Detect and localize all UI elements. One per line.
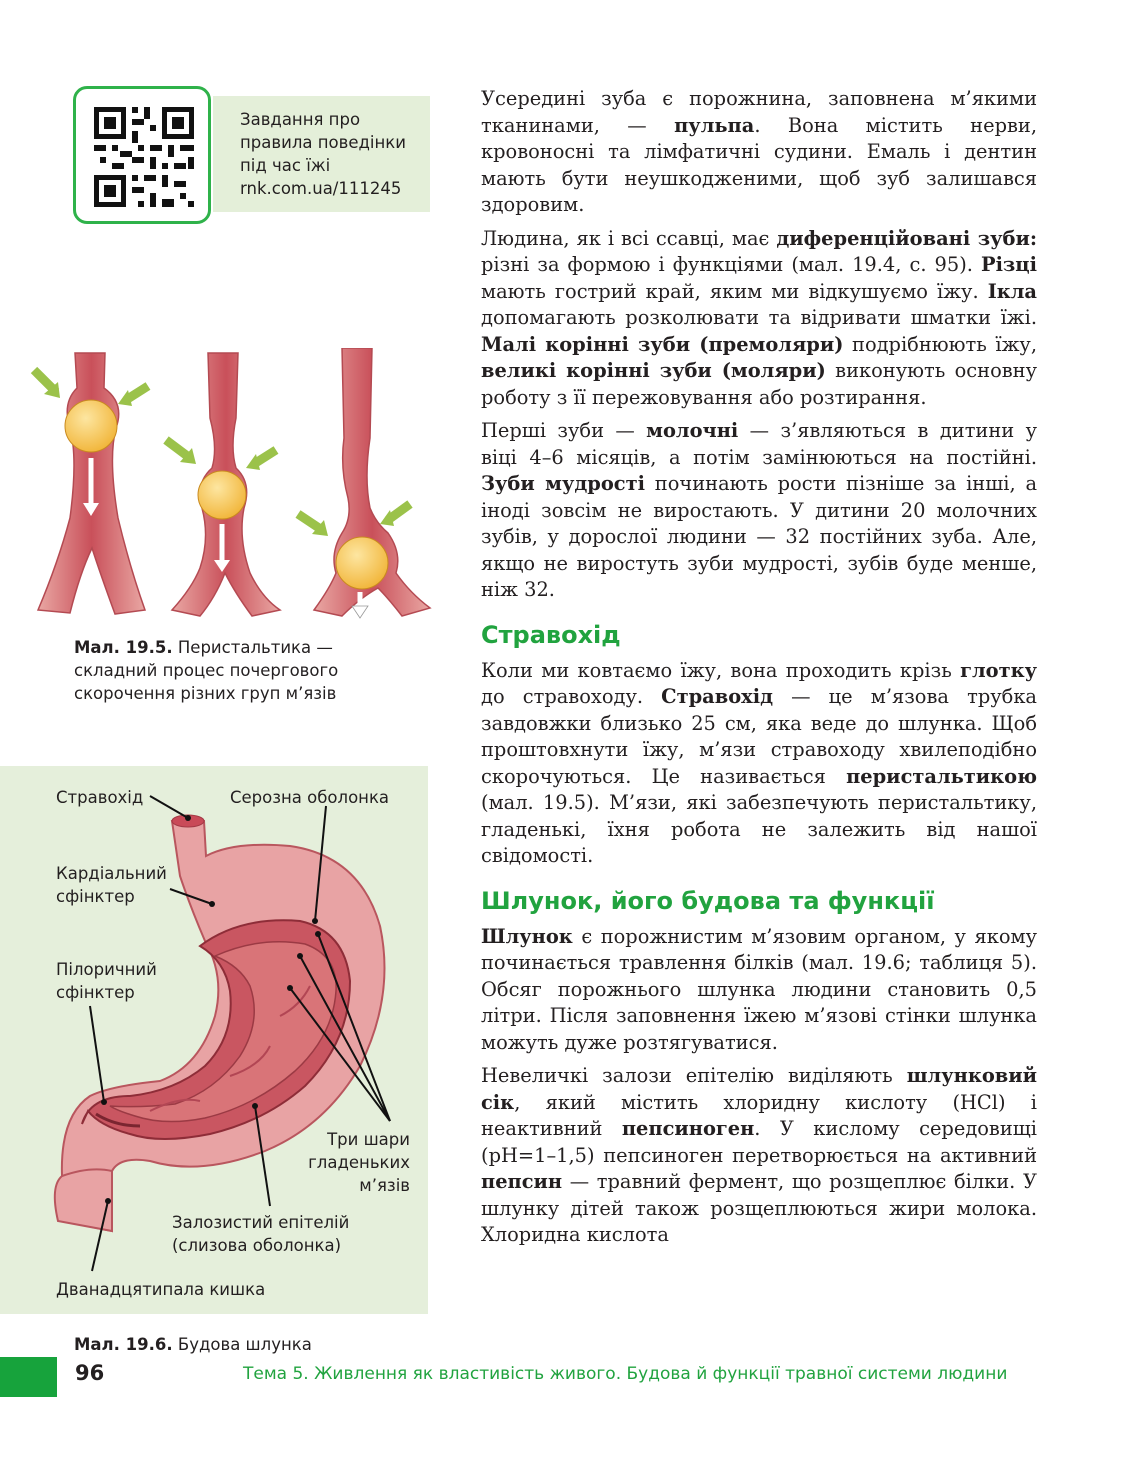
esophagus-segment-3 (298, 348, 430, 618)
qr-description (240, 108, 430, 200)
label-cardiac-sphincter: Кардіальний сфінктер (56, 864, 167, 906)
label-serosa: Серозна оболонка (230, 788, 390, 807)
label-esophagus: Стравохід (56, 788, 144, 807)
esophagus-segment-2 (166, 353, 280, 616)
paragraph-milk-teeth: Перші зуби — молочні — з’являються в дитини у віці 4–6 місяців, а потім замінюються на постійні. Зуби мудрості починають рости пізніше за інші, а іноді зовсім не виростають. У дитини 20 молочних зубів, у дорослої людини — 32 постійних зуба. Але, якщо не виростуть зуби мудрості, зубів буде менше, ніж 32. (481, 419, 1037, 601)
article-column (481, 86, 1037, 1256)
qr-code-frame[interactable] (73, 86, 211, 224)
figure-19-5-caption: Мал. 19.5. Перистальтика — складний процес почергового скорочення різних груп м’язів (74, 638, 339, 703)
heading-esophagus: Стравохід (481, 620, 621, 649)
page-number: 96 (75, 1361, 105, 1385)
paragraph-gastric-juice: Невеличкі залози епітелію виділяють шлунковий сік, який містить хлоридну кислоту (HCl) і неактивний пепсиноген. У кислому середовищі (pH=1–1,5) пепсиноген перетворюється на активний пепсин — травний фермент, що розщеплює білки. У шлунку дітей також розщеплюються жири молока. Хлоридна кислота (481, 1064, 1037, 1246)
paragraph-teeth-types: Людина, як і всі ссавці, має диференційовані зуби: різні за формою і функціями (мал. 19.4, с. 95). Різці мають гострий край, яким ми відкушуємо їжу. Ікла допомагають розколювати та відривати шматки їжі. Малі корінні зуби (премоляри) подрібнюють їжу, великі корінні зуби (моляри) виконують основну роботу з її пережовування або розтирання. (481, 226, 1038, 409)
qr-text-line: під час їжі (240, 156, 331, 175)
heading-stomach: Шлунок, його будова та функції (481, 886, 935, 915)
qr-text-line: правила поведінки (240, 133, 406, 152)
label-duodenum: Дванадцятипала кишка (56, 1280, 266, 1299)
paragraph-esophagus: Коли ми ковтаємо їжу, вона проходить крізь глотку до стравоходу. Стравохід — це м’язова трубка завдовжки близько 25 см, яка веде до шлунка. Щоб проштовхнути їжу, м’язи стравоходу хвилеподібно скорочуються. Це називається перистальтикою (мал. 19.5). М’язи, які забезпечують перистальтику, гладенькі, їхня робота не залежить від нашої свідомості. (481, 658, 1037, 867)
figure-19-6-caption: Мал. 19.6. Будова шлунка (74, 1335, 312, 1354)
peristalsis-illustration (30, 348, 440, 623)
label-glandular-epithelium: Залозистий епітелій (слизова оболонка) (172, 1213, 350, 1255)
footer-topic: Тема 5. Живлення як властивість живого. Будова й функції травної системи людини (243, 1364, 1008, 1384)
qr-code-icon (76, 89, 208, 221)
qr-link[interactable]: rnk.com.ua/111245 (240, 179, 402, 198)
esophagus-segment-1 (34, 353, 148, 614)
paragraph-pulp: Усередині зуба є порожнина, заповнена м’якими тканинами, — пульпа. Вона містить нерви, кровоносні та лімфатичні судини. Емаль і дентин мають бути неушкодженими, щоб зуб залишався здоровим. (481, 87, 1037, 216)
qr-text-line: Завдання про (240, 110, 361, 129)
figure-label: Мал. 19.6. (74, 1335, 173, 1354)
footer-accent-bar (0, 1357, 57, 1397)
paragraph-stomach: Шлунок є порожнистим м’язовим органом, у якому починається травлення білків (мал. 19.6; таблиця 5). Обсяг порожнього шлунка людини становить 0,5 літри. Після заповнення їжею м’язові стінки шлунка можуть дуже розтягуватися. (481, 924, 1037, 1054)
label-muscle-layers: Три шари гладеньких м’язів (308, 1130, 410, 1195)
label-pyloric-sphincter: Пілоричний сфінктер (56, 960, 157, 1002)
figure-label: Мал. 19.5. (74, 638, 173, 657)
